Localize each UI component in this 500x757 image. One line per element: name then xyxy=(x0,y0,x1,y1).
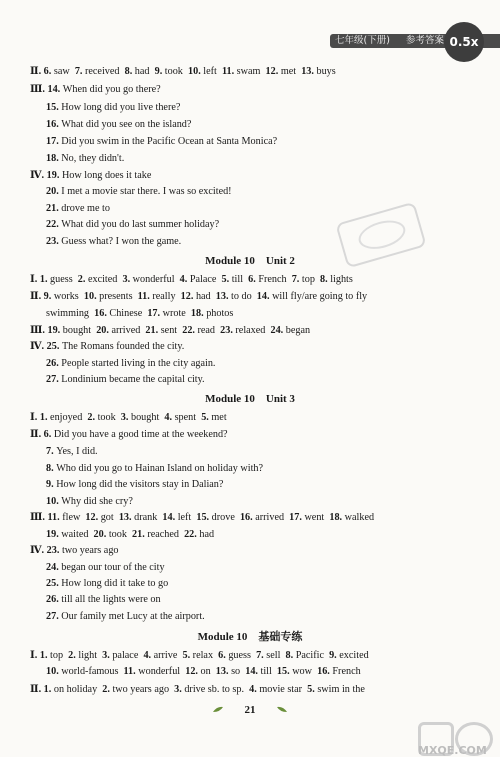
question-number: 22. xyxy=(46,219,62,230)
question-number: 27. xyxy=(46,374,62,385)
answer-text: met xyxy=(211,412,227,423)
answer-text: spent xyxy=(174,412,202,423)
answer-text: When did you go there? xyxy=(62,84,161,95)
question-number: 18. xyxy=(46,153,62,164)
question-number: 17. xyxy=(289,512,305,523)
answer-line xyxy=(30,170,151,182)
answer-line xyxy=(46,446,98,458)
answer-line xyxy=(30,512,374,524)
question-number: 9. xyxy=(329,650,340,661)
answer-text: How long did you live there? xyxy=(61,102,181,113)
answer-text: swimming xyxy=(46,308,95,319)
answer-text: two years ago xyxy=(61,545,119,556)
question-number: 14. xyxy=(245,666,261,677)
question-number: Ⅱ. 6. xyxy=(30,429,54,440)
answer-text: relax xyxy=(192,650,219,661)
section-heading: Module 10 基础专练 xyxy=(197,631,303,643)
question-number: 8. xyxy=(46,463,57,474)
answer-text: Who did you go to Hainan Island on holiday with? xyxy=(56,463,264,474)
question-number: 6. xyxy=(218,650,229,661)
question-number: Ⅰ. 1. xyxy=(30,650,51,661)
answer-text: so xyxy=(231,666,246,677)
answer-text: arrived xyxy=(111,325,146,336)
question-number: 5. xyxy=(221,274,232,285)
answer-line xyxy=(30,545,119,557)
answer-line xyxy=(46,236,181,248)
question-number: 16. xyxy=(317,666,333,677)
question-number: 23. xyxy=(220,325,236,336)
question-number: Ⅲ. 11. xyxy=(30,512,63,523)
answer-text: enjoyed xyxy=(50,412,88,423)
answer-line xyxy=(30,274,353,286)
answer-text: Our family met Lucy at the airport. xyxy=(61,611,205,622)
answer-text: sent xyxy=(160,325,183,336)
answer-text: left xyxy=(177,512,197,523)
question-number: 16. xyxy=(46,119,62,130)
answer-text: drove xyxy=(211,512,240,523)
question-number: 24. xyxy=(46,562,62,573)
answer-text: had xyxy=(134,66,155,77)
question-number: 16. xyxy=(94,308,110,319)
page-number: 21 xyxy=(244,704,256,716)
answer-text: sell xyxy=(266,650,286,661)
answer-text: wow xyxy=(292,666,318,677)
question-number: Ⅱ. 9. xyxy=(30,291,54,302)
question-number: 2. xyxy=(77,274,88,285)
question-number: 10. xyxy=(46,496,62,507)
question-number: 22. xyxy=(184,529,200,540)
question-number: 8. xyxy=(285,650,296,661)
answer-text: met xyxy=(280,66,302,77)
answer-text: wonderful xyxy=(132,274,180,285)
question-number: 11. xyxy=(221,66,237,77)
answer-text: What did you do last summer holiday? xyxy=(61,219,220,230)
answer-line xyxy=(30,429,228,441)
answer-text: movie star xyxy=(259,684,308,695)
page-header xyxy=(0,30,500,50)
question-number: 20. xyxy=(96,325,112,336)
answer-text: Why did she cry? xyxy=(61,496,133,507)
answer-text: began xyxy=(285,325,311,336)
answer-text: on holiday xyxy=(53,684,103,695)
answer-text: drive sb. to sp. xyxy=(184,684,250,695)
answer-text: swim in the xyxy=(317,684,365,695)
answer-text: How long did it take to go xyxy=(61,578,169,589)
answer-text: waited xyxy=(61,529,94,540)
answer-text: took xyxy=(164,66,188,77)
answer-text: read xyxy=(197,325,221,336)
question-number: 2. xyxy=(68,650,79,661)
answer-line xyxy=(46,219,219,231)
answer-line xyxy=(30,291,367,303)
question-number: 7. xyxy=(74,66,85,77)
question-number: Ⅳ. 25. xyxy=(30,341,62,352)
question-number: 9. xyxy=(154,66,165,77)
question-number: 2. xyxy=(87,412,98,423)
answer-line xyxy=(30,84,161,96)
question-number: 3. xyxy=(122,274,133,285)
question-number: 11. xyxy=(123,666,139,677)
question-number: 19. xyxy=(46,529,62,540)
answer-text: Pacific xyxy=(295,650,330,661)
question-number: 21. xyxy=(145,325,161,336)
answer-text: got xyxy=(100,512,119,523)
leaf-ornament-left-icon xyxy=(212,706,224,713)
question-number: Ⅲ. 14. xyxy=(30,84,63,95)
question-number: 7. xyxy=(256,650,267,661)
answer-text: till all the lights were on xyxy=(61,594,161,605)
question-number: 10. xyxy=(188,66,204,77)
answer-text: till xyxy=(231,274,249,285)
answer-text: had xyxy=(195,291,216,302)
question-number: 4. xyxy=(164,412,175,423)
answer-text: bought xyxy=(130,412,165,423)
answer-text: saw xyxy=(53,66,75,77)
question-number: 26. xyxy=(46,358,62,369)
answer-text: buys xyxy=(316,66,336,77)
question-number: 3. xyxy=(102,650,113,661)
question-number: 21. xyxy=(132,529,148,540)
section-heading: Module 10 Unit 3 xyxy=(205,393,295,405)
answer-text: Did you have a good time at the weekend? xyxy=(53,429,228,440)
answer-text: French xyxy=(258,274,292,285)
question-number: 3. xyxy=(120,412,131,423)
answer-text: drove me to xyxy=(61,203,110,214)
answer-text: went xyxy=(304,512,330,523)
answer-text: Guess what? I won the game. xyxy=(61,236,182,247)
question-number: 10. xyxy=(46,666,62,677)
question-number: 12. xyxy=(85,512,101,523)
answer-text: Palace xyxy=(189,274,222,285)
answer-text: to do xyxy=(231,291,257,302)
question-number: 8. xyxy=(320,274,331,285)
answer-line xyxy=(46,153,124,165)
question-number: 15. xyxy=(276,666,293,677)
question-number: 18. xyxy=(329,512,345,523)
question-number: 4. xyxy=(249,684,260,695)
answer-text: arrived xyxy=(255,512,290,523)
question-number: 15. xyxy=(46,102,62,113)
answer-line xyxy=(46,136,277,148)
question-number: 26. xyxy=(46,594,62,605)
question-number: Ⅱ. 1. xyxy=(30,684,54,695)
answer-line xyxy=(46,203,110,215)
answer-text: No, they didn't. xyxy=(61,153,125,164)
question-number: 17. xyxy=(46,136,62,147)
answer-text: How long did the visitors stay in Dalian? xyxy=(56,479,224,490)
question-number: 20. xyxy=(46,186,62,197)
answer-text: guess xyxy=(50,274,78,285)
playback-speed-badge[interactable]: 0.5x xyxy=(444,22,484,62)
answer-line xyxy=(46,666,361,678)
question-number: 24. xyxy=(270,325,286,336)
question-number: 18. xyxy=(190,308,207,319)
question-number: 5. xyxy=(201,412,212,423)
answer-text: began our tour of the city xyxy=(61,562,165,573)
question-number: 2. xyxy=(102,684,113,695)
answer-text: lights xyxy=(330,274,353,285)
answer-text: relaxed xyxy=(235,325,271,336)
answer-text: Chinese xyxy=(109,308,148,319)
question-number: 3. xyxy=(174,684,185,695)
answer-text: drank xyxy=(134,512,163,523)
answer-line xyxy=(46,562,165,574)
question-number: 13. xyxy=(215,666,232,677)
question-number: Ⅳ. 19. xyxy=(30,170,62,181)
answer-line xyxy=(30,66,336,78)
question-number: 14. xyxy=(162,512,178,523)
answer-line xyxy=(46,374,205,386)
question-number: 16. xyxy=(239,512,256,523)
question-number: Ⅰ. 1. xyxy=(30,274,51,285)
answer-line xyxy=(46,102,180,114)
watermark-url: MXQE.COM xyxy=(418,744,487,757)
question-number: 12. xyxy=(185,666,201,677)
answer-text: What did you see on the island? xyxy=(61,119,192,130)
answer-line xyxy=(46,463,263,475)
question-number: 13. xyxy=(301,66,317,77)
answer-line xyxy=(30,325,310,337)
question-number: 13. xyxy=(118,512,135,523)
answer-text: excited xyxy=(339,650,369,661)
answer-line xyxy=(46,578,168,590)
answer-line xyxy=(46,529,214,541)
question-number: 7. xyxy=(291,274,302,285)
question-number: 7. xyxy=(46,446,57,457)
question-number: Ⅳ. 23. xyxy=(30,545,62,556)
answer-text: took xyxy=(108,529,133,540)
header-answer-label: 参考答案 xyxy=(406,35,445,46)
question-number: 11. xyxy=(137,291,153,302)
answer-text: two years ago xyxy=(112,684,175,695)
answer-text: Did you swim in the Pacific Ocean at Santa Monica? xyxy=(61,136,278,147)
question-number: 5. xyxy=(182,650,193,661)
answer-text: bought xyxy=(62,325,97,336)
question-number: 14. xyxy=(256,291,273,302)
question-number: 20. xyxy=(93,529,109,540)
question-number: 21. xyxy=(46,203,62,214)
answer-line xyxy=(46,119,191,131)
answer-text: top xyxy=(301,274,321,285)
answer-line xyxy=(30,650,369,662)
answer-text: on xyxy=(200,666,216,677)
answer-text: walked xyxy=(344,512,375,523)
answer-text: left xyxy=(203,66,222,77)
question-number: 12. xyxy=(180,291,196,302)
answer-line xyxy=(46,358,215,370)
answer-text: People started living in the city again. xyxy=(61,358,216,369)
answer-line xyxy=(46,308,233,320)
question-number: 23. xyxy=(46,236,62,247)
answer-text: world-famous xyxy=(61,666,124,677)
question-number: 8. xyxy=(124,66,135,77)
question-number: 5. xyxy=(307,684,318,695)
question-number: 4. xyxy=(179,274,190,285)
answer-text: I met a movie star there. I was so excited! xyxy=(61,186,232,197)
answer-line xyxy=(46,186,232,198)
answer-line xyxy=(30,341,184,353)
question-number: Ⅰ. 1. xyxy=(30,412,51,423)
answer-line xyxy=(46,496,133,508)
question-number: 17. xyxy=(147,308,163,319)
answer-text: works xyxy=(53,291,84,302)
answer-text: Yes, I did. xyxy=(56,446,98,457)
answer-text: received xyxy=(85,66,125,77)
stamp-inner-oval xyxy=(355,216,408,254)
answer-text: top xyxy=(50,650,69,661)
answer-text: The Romans founded the city. xyxy=(61,341,185,352)
answer-text: How long does it take xyxy=(61,170,152,181)
answer-text: French xyxy=(332,666,361,677)
answer-line xyxy=(46,479,223,491)
answer-text: till xyxy=(260,666,277,677)
answer-text: light xyxy=(78,650,103,661)
question-number: 9. xyxy=(46,479,57,490)
answer-line xyxy=(46,611,205,623)
question-number: 15. xyxy=(196,512,212,523)
question-number: 4. xyxy=(143,650,154,661)
answer-text: wrote xyxy=(162,308,191,319)
answer-text: palace xyxy=(112,650,144,661)
question-number: 22. xyxy=(182,325,198,336)
answer-line xyxy=(46,594,161,606)
answer-text: photos xyxy=(206,308,234,319)
question-number: Ⅲ. 19. xyxy=(30,325,63,336)
answer-text: presents xyxy=(99,291,138,302)
answer-text: arrive xyxy=(153,650,183,661)
section-heading: Module 10 Unit 2 xyxy=(205,255,295,267)
answer-text: guess xyxy=(228,650,257,661)
question-number: Ⅱ. 6. xyxy=(30,66,54,77)
answer-text: flew xyxy=(62,512,86,523)
question-number: 12. xyxy=(265,66,281,77)
question-number: 10. xyxy=(83,291,100,302)
answer-text: Londinium became the capital city. xyxy=(61,374,205,385)
answer-text: wonderful xyxy=(138,666,186,677)
answer-line xyxy=(30,684,365,696)
answer-text: took xyxy=(97,412,121,423)
answer-text: really xyxy=(152,291,181,302)
question-number: 25. xyxy=(46,578,62,589)
answer-text: will fly/are going to fly xyxy=(272,291,368,302)
answer-text: reached xyxy=(147,529,185,540)
question-number: 13. xyxy=(215,291,232,302)
leaf-ornament-right-icon xyxy=(276,706,288,713)
answer-line xyxy=(30,412,227,424)
answer-text: had xyxy=(199,529,215,540)
question-number: 6. xyxy=(248,274,259,285)
header-grade: 七年级(下册) xyxy=(335,35,390,46)
question-number: 27. xyxy=(46,611,62,622)
answer-text: swam xyxy=(236,66,266,77)
answer-text: excited xyxy=(87,274,123,285)
